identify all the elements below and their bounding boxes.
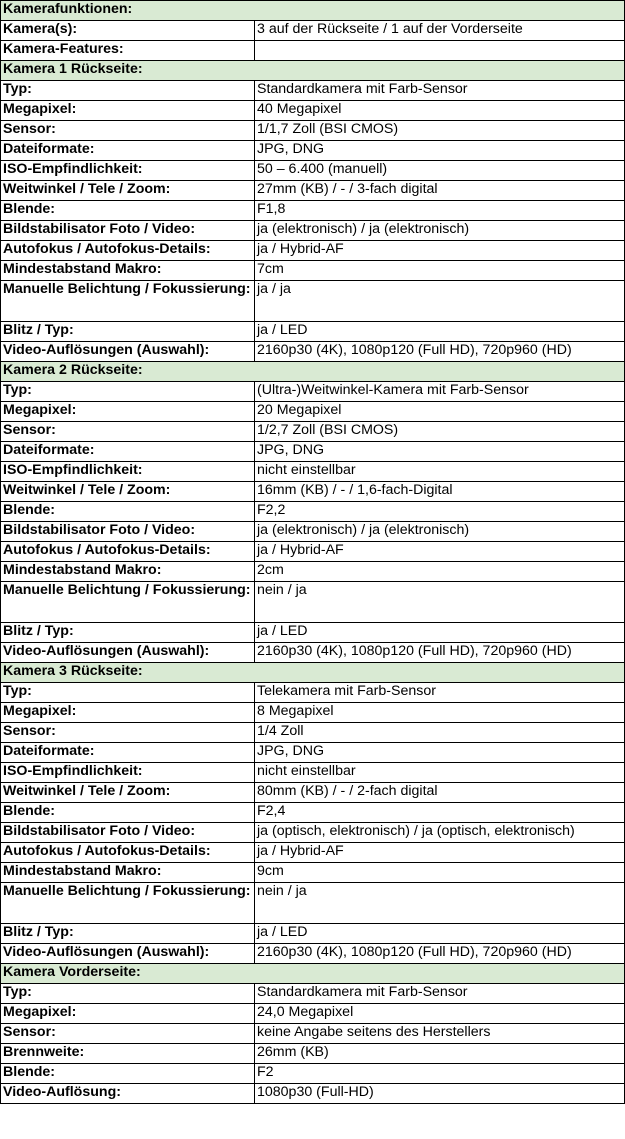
spec-row — [1, 1064, 625, 1084]
spec-row — [1, 121, 625, 141]
spec-label: Brennweite: — [1, 1044, 255, 1064]
section-header-row — [1, 663, 625, 683]
spec-value: ja / Hybrid-AF — [255, 542, 625, 562]
spec-row — [1, 462, 625, 482]
spec-label: Blitz / Typ: — [1, 924, 255, 944]
spec-value: ja (optisch, elektronisch) / ja (optisch, elektronisch) — [255, 823, 625, 843]
spec-value: 1/1,7 Zoll (BSI CMOS) — [255, 121, 625, 141]
spec-value: (Ultra-)Weitwinkel-Kamera mit Farb-Sensor — [255, 382, 625, 402]
spec-value: ja / Hybrid-AF — [255, 241, 625, 261]
spec-label: Dateiformate: — [1, 442, 255, 462]
spec-row — [1, 522, 625, 542]
spec-value: nein / ja — [255, 582, 625, 623]
spec-label: Bildstabilisator Foto / Video: — [1, 522, 255, 542]
section-title: Kamera 1 Rückseite: — [1, 61, 625, 81]
spec-value — [255, 41, 625, 61]
spec-value: 27mm (KB) / - / 3-fach digital — [255, 181, 625, 201]
spec-row — [1, 21, 625, 41]
spec-value: F2,4 — [255, 803, 625, 823]
spec-label: Autofokus / Autofokus-Details: — [1, 241, 255, 261]
spec-label: Manuelle Belichtung / Fokussierung: — [1, 582, 255, 623]
spec-label: Megapixel: — [1, 101, 255, 121]
spec-row — [1, 442, 625, 462]
spec-value: Standardkamera mit Farb-Sensor — [255, 984, 625, 1004]
spec-row — [1, 1004, 625, 1024]
spec-label: Video-Auflösungen (Auswahl): — [1, 944, 255, 964]
spec-row — [1, 241, 625, 261]
spec-row — [1, 643, 625, 663]
spec-row — [1, 101, 625, 121]
spec-label: Typ: — [1, 683, 255, 703]
spec-row — [1, 281, 625, 322]
spec-row — [1, 422, 625, 442]
spec-row — [1, 382, 625, 402]
spec-value: 9cm — [255, 863, 625, 883]
spec-label: Weitwinkel / Tele / Zoom: — [1, 783, 255, 803]
spec-row — [1, 81, 625, 101]
spec-value: nicht einstellbar — [255, 763, 625, 783]
spec-label: ISO-Empfindlichkeit: — [1, 763, 255, 783]
spec-row — [1, 402, 625, 422]
spec-label: Blende: — [1, 803, 255, 823]
spec-value: 3 auf der Rückseite / 1 auf der Vorderseite — [255, 21, 625, 41]
spec-value: ja (elektronisch) / ja (elektronisch) — [255, 221, 625, 241]
spec-value: 20 Megapixel — [255, 402, 625, 422]
spec-value: ja / LED — [255, 924, 625, 944]
spec-value: 80mm (KB) / - / 2-fach digital — [255, 783, 625, 803]
spec-row — [1, 1044, 625, 1064]
spec-value: 50 – 6.400 (manuell) — [255, 161, 625, 181]
spec-value: ja / LED — [255, 623, 625, 643]
spec-value: F2 — [255, 1064, 625, 1084]
spec-label: Mindestabstand Makro: — [1, 562, 255, 582]
spec-value: ja (elektronisch) / ja (elektronisch) — [255, 522, 625, 542]
spec-label: Typ: — [1, 984, 255, 1004]
spec-row — [1, 763, 625, 783]
spec-row — [1, 41, 625, 61]
spec-label: Manuelle Belichtung / Fokussierung: — [1, 281, 255, 322]
spec-label: Weitwinkel / Tele / Zoom: — [1, 482, 255, 502]
spec-value: 16mm (KB) / - / 1,6-fach-Digital — [255, 482, 625, 502]
section-title: Kamera Vorderseite: — [1, 964, 625, 984]
spec-row — [1, 502, 625, 522]
spec-label: Bildstabilisator Foto / Video: — [1, 823, 255, 843]
spec-label: Dateiformate: — [1, 743, 255, 763]
section-header-row — [1, 1, 625, 21]
spec-label: Autofokus / Autofokus-Details: — [1, 542, 255, 562]
spec-value: JPG, DNG — [255, 141, 625, 161]
spec-row — [1, 883, 625, 924]
spec-value: 1/4 Zoll — [255, 723, 625, 743]
spec-label: Blende: — [1, 502, 255, 522]
section-title: Kamerafunktionen: — [1, 1, 625, 21]
section-title: Kamera 2 Rückseite: — [1, 362, 625, 382]
spec-row — [1, 261, 625, 281]
spec-row — [1, 823, 625, 843]
spec-label: Kamera-Features: — [1, 41, 255, 61]
spec-value: JPG, DNG — [255, 442, 625, 462]
spec-label: Megapixel: — [1, 1004, 255, 1024]
spec-row — [1, 482, 625, 502]
spec-label: Weitwinkel / Tele / Zoom: — [1, 181, 255, 201]
spec-row — [1, 201, 625, 221]
spec-label: Sensor: — [1, 121, 255, 141]
spec-label: Typ: — [1, 382, 255, 402]
spec-row — [1, 322, 625, 342]
spec-row — [1, 924, 625, 944]
spec-value: nicht einstellbar — [255, 462, 625, 482]
spec-value: 2160p30 (4K), 1080p120 (Full HD), 720p960 (HD) — [255, 643, 625, 663]
spec-value: 7cm — [255, 261, 625, 281]
section-header-row — [1, 61, 625, 81]
spec-row — [1, 342, 625, 362]
spec-label: Typ: — [1, 81, 255, 101]
spec-label: ISO-Empfindlichkeit: — [1, 462, 255, 482]
spec-label: Blitz / Typ: — [1, 623, 255, 643]
spec-value: nein / ja — [255, 883, 625, 924]
spec-label: Mindestabstand Makro: — [1, 261, 255, 281]
spec-row — [1, 743, 625, 763]
spec-row — [1, 783, 625, 803]
spec-label: Sensor: — [1, 1024, 255, 1044]
spec-value: Standardkamera mit Farb-Sensor — [255, 81, 625, 101]
spec-label: Mindestabstand Makro: — [1, 863, 255, 883]
spec-label: Video-Auflösung: — [1, 1084, 255, 1104]
spec-value: JPG, DNG — [255, 743, 625, 763]
spec-row — [1, 723, 625, 743]
spec-value: 2cm — [255, 562, 625, 582]
spec-label: Bildstabilisator Foto / Video: — [1, 221, 255, 241]
spec-value: ja / LED — [255, 322, 625, 342]
spec-row — [1, 1084, 625, 1104]
spec-row — [1, 542, 625, 562]
spec-label: Blende: — [1, 201, 255, 221]
spec-row — [1, 703, 625, 723]
spec-label: Megapixel: — [1, 402, 255, 422]
spec-value: ja / Hybrid-AF — [255, 843, 625, 863]
section-title: Kamera 3 Rückseite: — [1, 663, 625, 683]
section-header-row — [1, 362, 625, 382]
spec-row — [1, 221, 625, 241]
section-header-row — [1, 964, 625, 984]
spec-table-body — [1, 1, 625, 1104]
spec-value: 40 Megapixel — [255, 101, 625, 121]
spec-label: Megapixel: — [1, 703, 255, 723]
spec-label: Sensor: — [1, 422, 255, 442]
spec-row — [1, 582, 625, 623]
spec-value: F1,8 — [255, 201, 625, 221]
spec-row — [1, 843, 625, 863]
spec-label: Manuelle Belichtung / Fokussierung: — [1, 883, 255, 924]
spec-value: 1080p30 (Full-HD) — [255, 1084, 625, 1104]
spec-row — [1, 863, 625, 883]
spec-label: Video-Auflösungen (Auswahl): — [1, 643, 255, 663]
spec-row — [1, 803, 625, 823]
spec-value: 8 Megapixel — [255, 703, 625, 723]
spec-row — [1, 984, 625, 1004]
spec-label: Blende: — [1, 1064, 255, 1084]
spec-value: F2,2 — [255, 502, 625, 522]
spec-row — [1, 161, 625, 181]
spec-value: 1/2,7 Zoll (BSI CMOS) — [255, 422, 625, 442]
spec-label: Autofokus / Autofokus-Details: — [1, 843, 255, 863]
spec-value: keine Angabe seitens des Herstellers — [255, 1024, 625, 1044]
spec-label: Sensor: — [1, 723, 255, 743]
spec-value: 2160p30 (4K), 1080p120 (Full HD), 720p960 (HD) — [255, 342, 625, 362]
spec-row — [1, 944, 625, 964]
spec-value: 26mm (KB) — [255, 1044, 625, 1064]
spec-label: Kamera(s): — [1, 21, 255, 41]
spec-row — [1, 181, 625, 201]
spec-label: ISO-Empfindlichkeit: — [1, 161, 255, 181]
spec-label: Video-Auflösungen (Auswahl): — [1, 342, 255, 362]
spec-row — [1, 141, 625, 161]
spec-label: Dateiformate: — [1, 141, 255, 161]
spec-row — [1, 623, 625, 643]
spec-value: Telekamera mit Farb-Sensor — [255, 683, 625, 703]
spec-row — [1, 562, 625, 582]
spec-row — [1, 683, 625, 703]
spec-value: 2160p30 (4K), 1080p120 (Full HD), 720p960 (HD) — [255, 944, 625, 964]
spec-value: ja / ja — [255, 281, 625, 322]
spec-value: 24,0 Megapixel — [255, 1004, 625, 1024]
spec-row — [1, 1024, 625, 1044]
spec-label: Blitz / Typ: — [1, 322, 255, 342]
